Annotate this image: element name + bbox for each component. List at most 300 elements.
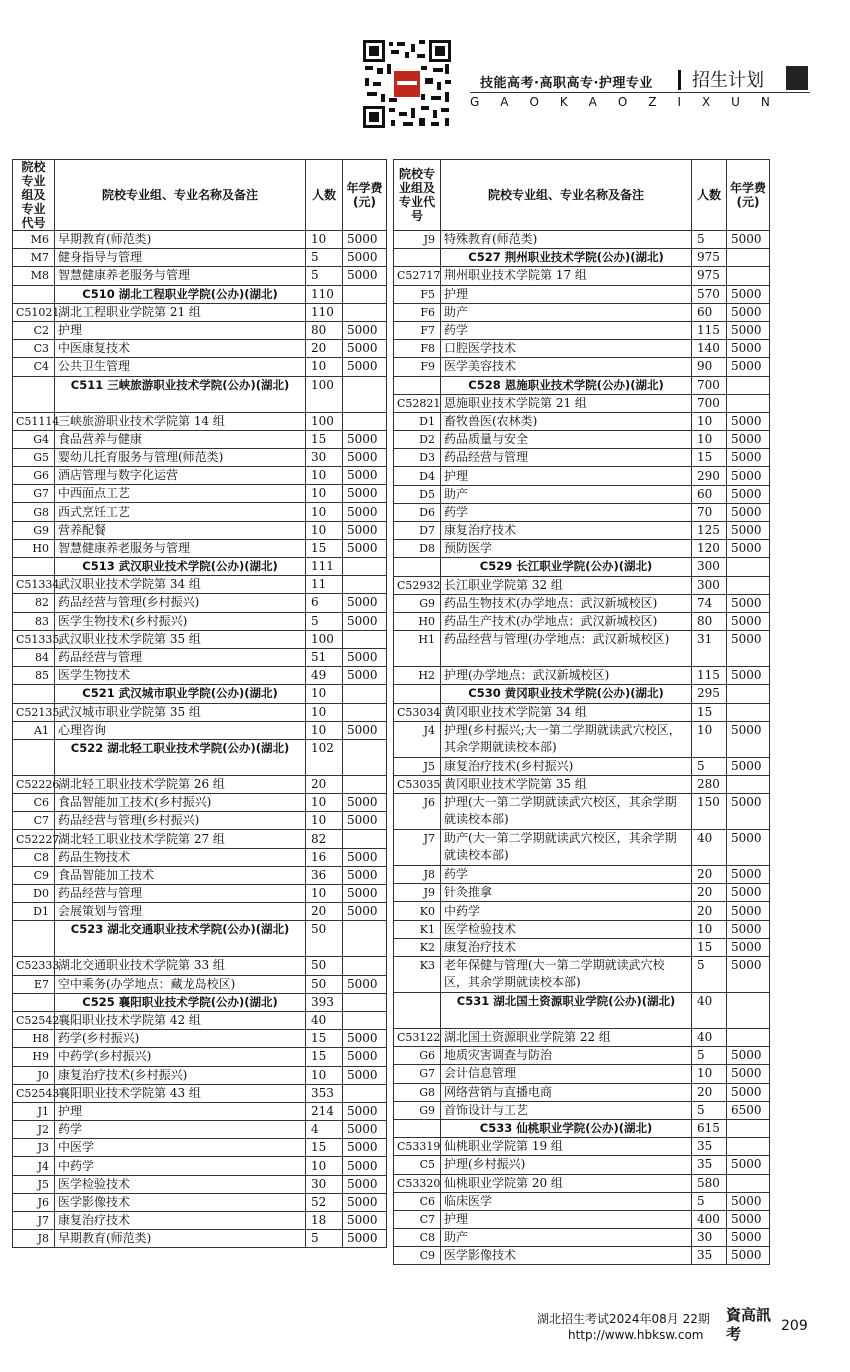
name-cell: C510 湖北工程职业学院(公办)(湖北) <box>55 285 306 303</box>
name-cell: 医学影像技术 <box>441 1247 692 1265</box>
name-cell: 临床医学 <box>441 1192 692 1210</box>
count-cell: 40 <box>692 993 727 1029</box>
count-cell: 15 <box>306 1030 343 1048</box>
fee-cell: 5000 <box>343 1048 387 1066</box>
table-row <box>13 521 387 539</box>
count-cell: 60 <box>692 303 727 321</box>
table-row <box>394 285 770 303</box>
count-cell: 700 <box>692 394 727 412</box>
code-cell: G9 <box>394 594 441 612</box>
group-row <box>13 376 387 412</box>
name-cell: 老年保健与管理(大一第二学期就读武穴校区，其余学期就读校本部) <box>441 957 692 993</box>
table-row <box>394 540 770 558</box>
name-cell: 预防医学 <box>441 540 692 558</box>
table-row <box>13 830 387 848</box>
table-row <box>13 667 387 685</box>
count-cell: 15 <box>306 539 343 557</box>
fee-cell: 5000 <box>343 648 387 666</box>
code-cell: M6 <box>13 231 55 249</box>
name-cell: C530 黄冈职业技术学院(公办)(湖北) <box>441 685 692 703</box>
code-cell: C52227 <box>13 830 55 848</box>
fee-cell <box>343 685 387 703</box>
name-cell: 营养配餐 <box>55 521 306 539</box>
name-cell: 医学检验技术 <box>441 920 692 938</box>
header-letter: O <box>617 95 628 109</box>
group-row <box>13 558 387 576</box>
code-cell <box>13 558 55 576</box>
fee-cell <box>343 921 387 957</box>
count-cell: 35 <box>692 1138 727 1156</box>
code-cell: J3 <box>13 1139 55 1157</box>
count-cell: 100 <box>306 412 343 430</box>
code-cell: C51021 <box>13 303 55 321</box>
name-cell: 药品经营与管理(乡村振兴) <box>55 812 306 830</box>
table-row <box>13 1157 387 1175</box>
name-cell: C513 武汉职业技术学院(公办)(湖北) <box>55 558 306 576</box>
fee-cell: 5000 <box>727 467 770 485</box>
count-cell: 40 <box>306 1011 343 1029</box>
fee-cell: 5000 <box>343 667 387 685</box>
qr-code-graphic <box>361 38 453 130</box>
count-cell: 120 <box>692 540 727 558</box>
fee-cell: 6500 <box>727 1101 770 1119</box>
name-cell: 襄阳职业技术学院第 42 组 <box>55 1011 306 1029</box>
fee-cell: 5000 <box>343 721 387 739</box>
count-cell: 82 <box>306 830 343 848</box>
table-row <box>13 594 387 612</box>
page-number: 209 <box>781 1318 808 1334</box>
fee-cell: 5000 <box>727 938 770 956</box>
fee-cell: 5000 <box>343 539 387 557</box>
name-cell: 护理 <box>441 285 692 303</box>
group-row <box>13 685 387 703</box>
header-name: 院校专业组、专业名称及备注 <box>55 160 306 231</box>
code-cell: G9 <box>394 1101 441 1119</box>
fee-cell: 5000 <box>343 467 387 485</box>
code-cell: H2 <box>394 667 441 685</box>
table-row <box>13 630 387 648</box>
count-cell: 214 <box>306 1102 343 1120</box>
name-cell: C523 湖北交通职业技术学院(公办)(湖北) <box>55 921 306 957</box>
name-cell: 中西面点工艺 <box>55 485 306 503</box>
count-cell: 10 <box>306 703 343 721</box>
fee-cell: 5000 <box>343 975 387 993</box>
count-cell: 20 <box>306 775 343 793</box>
count-cell: 40 <box>692 830 727 866</box>
code-cell: D3 <box>394 449 441 467</box>
count-cell: 975 <box>692 267 727 285</box>
code-cell: 84 <box>13 648 55 666</box>
name-cell: 武汉城市职业学院第 35 组 <box>55 703 306 721</box>
count-cell: 6 <box>306 594 343 612</box>
fee-cell: 5000 <box>727 485 770 503</box>
name-cell: 恩施职业技术学院第 21 组 <box>441 394 692 412</box>
count-cell: 140 <box>692 340 727 358</box>
table-row <box>394 631 770 667</box>
table-row <box>394 431 770 449</box>
table-row <box>13 1121 387 1139</box>
table-row <box>13 448 387 466</box>
count-cell: 60 <box>692 485 727 503</box>
code-cell: C7 <box>13 812 55 830</box>
table-row <box>394 794 770 830</box>
name-cell: 护理(乡村振兴) <box>441 1156 692 1174</box>
code-cell: J1 <box>13 1102 55 1120</box>
count-cell: 30 <box>692 1229 727 1247</box>
table-row <box>13 812 387 830</box>
count-cell: 700 <box>692 376 727 394</box>
name-cell: 药品经营与管理 <box>441 449 692 467</box>
count-cell: 10 <box>306 503 343 521</box>
code-cell <box>394 1119 441 1137</box>
count-cell: 10 <box>306 685 343 703</box>
header-black-tab <box>786 66 808 90</box>
count-cell: 10 <box>306 1066 343 1084</box>
table-row <box>13 1084 387 1102</box>
fee-cell: 5000 <box>727 540 770 558</box>
table-row <box>13 303 387 321</box>
fee-cell <box>727 1029 770 1047</box>
count-cell: 102 <box>306 739 343 775</box>
table-row <box>394 667 770 685</box>
count-cell: 15 <box>306 430 343 448</box>
name-cell: 助产 <box>441 303 692 321</box>
count-cell: 10 <box>692 431 727 449</box>
code-cell <box>394 558 441 576</box>
fee-cell <box>343 558 387 576</box>
count-cell: 15 <box>692 703 727 721</box>
table-row <box>394 231 770 249</box>
name-cell: 武汉职业技术学院第 34 组 <box>55 576 306 594</box>
table-row <box>13 1066 387 1084</box>
name-cell: 医学生物技术 <box>55 667 306 685</box>
fee-cell: 5000 <box>343 903 387 921</box>
code-cell: C8 <box>394 1229 441 1247</box>
count-cell: 35 <box>692 1156 727 1174</box>
count-cell: 10 <box>692 721 727 757</box>
count-cell: 5 <box>692 231 727 249</box>
footer-issue: 湖北招生考试2024年08月 22期 <box>537 1312 710 1326</box>
code-cell: 82 <box>13 594 55 612</box>
fee-cell: 5000 <box>727 431 770 449</box>
name-cell: 襄阳职业技术学院第 43 组 <box>55 1084 306 1102</box>
count-cell: 18 <box>306 1212 343 1230</box>
table-row <box>13 903 387 921</box>
count-cell: 111 <box>306 558 343 576</box>
group-row <box>394 993 770 1029</box>
table-row <box>394 884 770 902</box>
code-cell: J6 <box>394 794 441 830</box>
code-cell <box>394 376 441 394</box>
count-cell: 5 <box>692 1047 727 1065</box>
name-cell: 智慧健康养老服务与管理 <box>55 267 306 285</box>
name-cell: 食品智能加工技术(乡村振兴) <box>55 794 306 812</box>
code-cell <box>394 993 441 1029</box>
fee-cell: 5000 <box>343 485 387 503</box>
name-cell: 中药学(乡村振兴) <box>55 1048 306 1066</box>
table-row <box>13 340 387 358</box>
code-cell: D1 <box>394 412 441 430</box>
name-cell: 护理(大一第二学期就读武穴校区，其余学期就读校本部) <box>441 794 692 830</box>
fee-cell <box>343 303 387 321</box>
count-cell: 35 <box>692 1247 727 1265</box>
code-cell: H9 <box>13 1048 55 1066</box>
table-row <box>394 321 770 339</box>
table-row <box>13 267 387 285</box>
name-cell: 会展策划与管理 <box>55 903 306 921</box>
fee-cell: 5000 <box>727 884 770 902</box>
name-cell: 仙桃职业学院第 19 组 <box>441 1138 692 1156</box>
name-cell: 湖北轻工职业技术学院第 27 组 <box>55 830 306 848</box>
fee-cell: 5000 <box>727 957 770 993</box>
fee-cell <box>343 1011 387 1029</box>
count-cell: 51 <box>306 648 343 666</box>
name-cell: 西式烹饪工艺 <box>55 503 306 521</box>
fee-cell: 5000 <box>343 321 387 339</box>
fee-cell <box>727 376 770 394</box>
fee-cell: 5000 <box>727 594 770 612</box>
code-cell: D2 <box>394 431 441 449</box>
name-cell: 医学生物技术(乡村振兴) <box>55 612 306 630</box>
group-row <box>13 993 387 1011</box>
name-cell: 心理咨询 <box>55 721 306 739</box>
table-row <box>13 848 387 866</box>
name-cell: 护理(乡村振兴;大一第二学期就读武穴校区，其余学期就读校本部) <box>441 721 692 757</box>
table-row <box>13 321 387 339</box>
fee-cell <box>727 249 770 267</box>
code-cell: G4 <box>13 430 55 448</box>
count-cell: 10 <box>306 794 343 812</box>
code-cell: F7 <box>394 321 441 339</box>
code-cell: K3 <box>394 957 441 993</box>
count-cell: 295 <box>692 685 727 703</box>
code-cell <box>394 249 441 267</box>
table-row <box>394 267 770 285</box>
code-cell: K2 <box>394 938 441 956</box>
code-cell: J0 <box>13 1066 55 1084</box>
name-cell: 地质灾害调查与防治 <box>441 1047 692 1065</box>
table-row <box>13 1030 387 1048</box>
code-cell: C5 <box>394 1156 441 1174</box>
fee-cell <box>727 558 770 576</box>
fee-cell <box>727 775 770 793</box>
fee-cell: 5000 <box>727 412 770 430</box>
name-cell: 湖北交通职业技术学院第 33 组 <box>55 957 306 975</box>
name-cell: 助产 <box>441 485 692 503</box>
fee-cell <box>727 685 770 703</box>
name-cell: 药学 <box>441 503 692 521</box>
code-cell: D6 <box>394 503 441 521</box>
fee-cell: 5000 <box>727 1156 770 1174</box>
table-row <box>394 703 770 721</box>
fee-cell: 5000 <box>727 1192 770 1210</box>
group-row <box>394 249 770 267</box>
code-cell: G9 <box>13 521 55 539</box>
fee-cell: 5000 <box>727 920 770 938</box>
header-count: 人数 <box>692 160 727 231</box>
table-row <box>13 1048 387 1066</box>
fee-cell: 5000 <box>343 1212 387 1230</box>
table-row <box>394 866 770 884</box>
count-cell: 5 <box>692 1101 727 1119</box>
name-cell: 药品质量与安全 <box>441 431 692 449</box>
fee-cell: 5000 <box>727 757 770 775</box>
group-row <box>13 921 387 957</box>
code-cell: D5 <box>394 485 441 503</box>
code-cell: C6 <box>13 794 55 812</box>
code-cell: C53320 <box>394 1174 441 1192</box>
header-rule <box>470 92 810 93</box>
name-cell: 中医康复技术 <box>55 340 306 358</box>
count-cell: 52 <box>306 1193 343 1211</box>
header-letter: I <box>677 95 681 109</box>
count-cell: 10 <box>306 358 343 376</box>
count-cell: 10 <box>306 231 343 249</box>
name-cell: 中药学 <box>55 1157 306 1175</box>
fee-cell <box>727 703 770 721</box>
name-cell: 护理 <box>55 321 306 339</box>
table-row <box>13 430 387 448</box>
fee-cell <box>343 576 387 594</box>
fee-cell <box>727 1138 770 1156</box>
fee-cell <box>727 267 770 285</box>
fee-cell: 5000 <box>727 902 770 920</box>
fee-cell: 5000 <box>727 631 770 667</box>
code-cell: G5 <box>13 448 55 466</box>
name-cell: 康复治疗技术 <box>55 1212 306 1230</box>
table-row <box>13 485 387 503</box>
count-cell: 615 <box>692 1119 727 1137</box>
table-row <box>394 1138 770 1156</box>
fee-cell: 5000 <box>343 430 387 448</box>
code-cell: C2 <box>13 321 55 339</box>
header-code: 院校专业组及专业代号 <box>394 160 441 231</box>
fee-cell: 5000 <box>727 285 770 303</box>
code-cell: C51334 <box>13 576 55 594</box>
count-cell: 5 <box>306 267 343 285</box>
table-row <box>394 1101 770 1119</box>
code-cell: M7 <box>13 249 55 267</box>
count-cell: 50 <box>306 957 343 975</box>
count-cell: 10 <box>306 485 343 503</box>
table-row <box>13 1193 387 1211</box>
footer-logo: 資高訊考 <box>726 1306 772 1343</box>
name-cell: 助产 <box>441 1229 692 1247</box>
count-cell: 10 <box>306 812 343 830</box>
code-cell <box>13 285 55 303</box>
fee-cell <box>727 1174 770 1192</box>
code-cell: J5 <box>13 1175 55 1193</box>
code-cell: C52542 <box>13 1011 55 1029</box>
fee-cell: 5000 <box>343 1030 387 1048</box>
name-cell: 畜牧兽医(农林类) <box>441 412 692 430</box>
header-letter: X <box>701 95 711 109</box>
name-cell: 智慧健康养老服务与管理 <box>55 539 306 557</box>
name-cell: 公共卫生管理 <box>55 358 306 376</box>
table-row <box>13 412 387 430</box>
header-separator <box>678 70 681 90</box>
name-cell: 首饰设计与工艺 <box>441 1101 692 1119</box>
table-row <box>394 522 770 540</box>
fee-cell: 5000 <box>727 522 770 540</box>
group-row <box>13 739 387 775</box>
count-cell: 5 <box>692 757 727 775</box>
fee-cell: 5000 <box>727 1047 770 1065</box>
name-cell: 酒店管理与数字化运营 <box>55 467 306 485</box>
table-row <box>394 757 770 775</box>
table-row <box>13 358 387 376</box>
table-row <box>13 576 387 594</box>
table-row <box>394 1247 770 1265</box>
count-cell: 10 <box>692 1065 727 1083</box>
header-letter: K <box>559 95 568 109</box>
name-cell: 药品生物技术(办学地点：武汉新城校区) <box>441 594 692 612</box>
fee-cell: 5000 <box>727 358 770 376</box>
table-row <box>13 794 387 812</box>
fee-cell: 5000 <box>343 1066 387 1084</box>
code-cell: M8 <box>13 267 55 285</box>
table-row <box>13 612 387 630</box>
code-cell: C53319 <box>394 1138 441 1156</box>
code-cell <box>394 685 441 703</box>
code-cell: C9 <box>394 1247 441 1265</box>
fee-cell: 5000 <box>343 448 387 466</box>
code-cell <box>13 993 55 1011</box>
count-cell: 580 <box>692 1174 727 1192</box>
name-cell: C511 三峡旅游职业技术学院(公办)(湖北) <box>55 376 306 412</box>
name-cell: 康复治疗技术 <box>441 522 692 540</box>
header-plan-label: 招生计划 <box>692 70 764 91</box>
code-cell: D4 <box>394 467 441 485</box>
fee-cell: 5000 <box>343 1139 387 1157</box>
table-row <box>394 957 770 993</box>
fee-cell: 5000 <box>343 231 387 249</box>
fee-cell: 5000 <box>727 1247 770 1265</box>
count-cell: 36 <box>306 866 343 884</box>
name-cell: 医学检验技术 <box>55 1175 306 1193</box>
name-cell: 三峡旅游职业技术学院第 14 组 <box>55 412 306 430</box>
count-cell: 100 <box>306 376 343 412</box>
code-cell: C53034 <box>394 703 441 721</box>
count-cell: 115 <box>692 667 727 685</box>
code-cell: C9 <box>13 866 55 884</box>
code-cell: J6 <box>13 1193 55 1211</box>
count-cell: 5 <box>306 249 343 267</box>
name-cell: 婴幼儿托育服务与管理(师范类) <box>55 448 306 466</box>
table-row <box>13 1212 387 1230</box>
code-cell: C52333 <box>13 957 55 975</box>
fee-cell: 5000 <box>343 1230 387 1248</box>
count-cell: 49 <box>306 667 343 685</box>
count-cell: 10 <box>306 885 343 903</box>
count-cell: 10 <box>306 1157 343 1175</box>
name-cell: 助产(大一第二学期就读武穴校区，其余学期就读校本部) <box>441 830 692 866</box>
table-row <box>394 576 770 594</box>
count-cell: 20 <box>692 1083 727 1101</box>
name-cell: 湖北国土资源职业学院第 22 组 <box>441 1029 692 1047</box>
fee-cell <box>727 1119 770 1137</box>
name-cell: C527 荆州职业技术学院(公办)(湖北) <box>441 249 692 267</box>
count-cell: 15 <box>692 938 727 956</box>
name-cell: 特殊教育(师范类) <box>441 231 692 249</box>
header-name: 院校专业组、专业名称及备注 <box>441 160 692 231</box>
name-cell: 药品生产技术(办学地点：武汉新城校区) <box>441 612 692 630</box>
name-cell: 护理(办学地点：武汉新城校区) <box>441 667 692 685</box>
code-cell: C52226 <box>13 775 55 793</box>
table-row <box>13 1230 387 1248</box>
count-cell: 30 <box>306 448 343 466</box>
count-cell: 570 <box>692 285 727 303</box>
